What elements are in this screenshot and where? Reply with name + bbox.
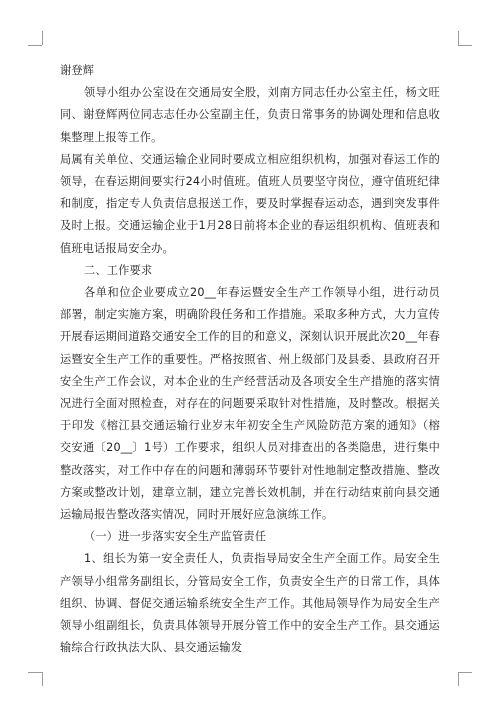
crop-mark-top-right-horizontal [458, 45, 472, 46]
subsection-heading: （一）进一步落实安全生产监管责任 [84, 530, 267, 544]
crop-mark-top-left-horizontal [28, 45, 42, 46]
paragraph-office: 领导小组办公室设在交通局安全股，刘南方同志任办公室主任，杨文旺同、谢登辉两位同志志任办公室副主任，负责日常事务的协调处理和信息收集整理上报等工作。 [60, 86, 440, 144]
crop-mark-bottom-right-vertical [458, 672, 459, 686]
paragraph-name: 谢登辉 [60, 64, 95, 77]
document-body [60, 60, 440, 659]
paragraph-units: 局属有关单位、交通运输企业同时要成立相应组织机构，加强对春运工作的领导，在春运期间要实行24小时值班。值班人员要坚守岗位，遵守值班纪律和制度，指定专人负责信息报送工作，要及时掌握春运动态，遇到突发事件及时上报。交通运输企业于1月28日前将本企业的春运组织机构、值班表和值班电话报局安全办。 [60, 152, 440, 255]
crop-mark-top-right-vertical [458, 31, 459, 45]
crop-mark-bottom-left-horizontal [28, 672, 42, 673]
crop-mark-top-left-vertical [42, 31, 43, 45]
paragraph-responsibility: 1、组长为第一安全责任人，负责指导局安全生产全面工作。局安全生产领导小组常务副组长，分管局安全工作，负责安全生产的日常工作，具体组织、协调、督促交通运输系统安全生产工作。其他局领导作为局安全生产领导小组副组长，负责具体领导开展分管工作中的安全生产工作。县交通运输综合行政执法大队、县交通运输发 [60, 552, 440, 655]
paragraph-requirements: 各单和位企业要成立20__年春运暨安全生产工作领导小组，进行动员部署，制定实施方案，明确阶段任务和工作措施。采取多种方式，大力宣传开展春运期间道路交通安全工作的目的和意义，深刻认识开展此次20__年春运暨安全生产工作的重要性。严格按照省、州上级部门及县委、县政府召开安全生产工作会议，对本企业的生产经营活动及各项安全生产措施的落实情况进行全面对照检查，对存在的问题要采取针对性措施，及时整改。根据关于印发《榕江县交通运输行业岁末年初安全生产风险防范方案的通知》（榕交安通〔20__〕1号）工作要求，组织人员对排查出的各类隐患，进行集中整改落实，对工作中存在的问题和薄弱环节要针对性地制定整改措施、整改方案或整改计划，建章立制，建立完善长效机制，并在行动结束前向县交通运输局报告整改落实情况，同时开展好应急演练工作。 [60, 286, 440, 522]
crop-mark-bottom-right-horizontal [458, 672, 472, 673]
crop-mark-bottom-left-vertical [42, 672, 43, 686]
section-heading: 二、工作要求 [84, 263, 153, 277]
